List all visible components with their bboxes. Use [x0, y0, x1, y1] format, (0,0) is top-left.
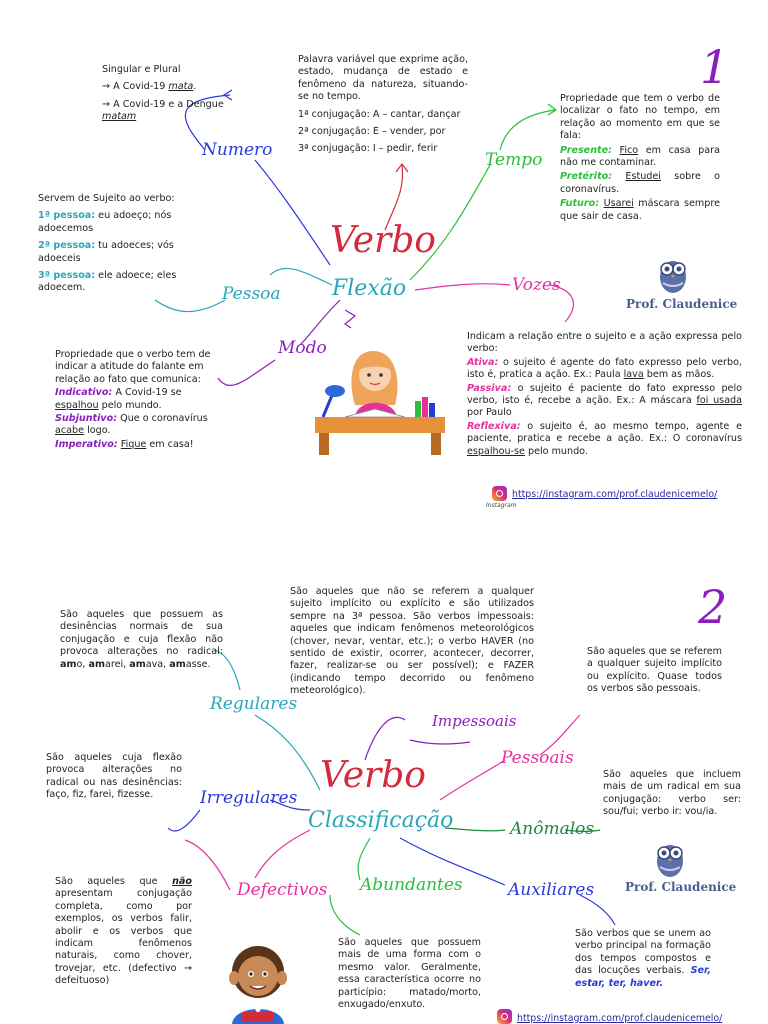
- instagram-icon[interactable]: [492, 486, 507, 501]
- title-verbo-1: Verbo: [330, 220, 436, 261]
- vozes-box: Indicam a relação entre o sujeito e a ação expressa pelo verbo: Ativa: o sujeito é agente do fato expresso pelo verbo, isto é, pratica a ação. Ex.: Paula lava bem as mãos. Passiva: o sujeito é paciente do fato expresso pelo verbo, isto é, recebe a ação. Ex.: A máscara foi usada por Paulo Reflexiva: o sujeito é, ao mesmo tempo, agente e paciente, pratica e recebe a ação. Ex.: O coronavírus espalhou-se pelo mundo.: [467, 331, 743, 457]
- subtitle-classificacao: Classificação: [308, 808, 454, 833]
- branch-impessoais: Impessoais: [432, 712, 517, 730]
- branch-pessoa: Pessoa: [222, 284, 281, 304]
- branch-defectivos: Defectivos: [237, 880, 328, 900]
- branch-auxiliares: Auxiliares: [508, 880, 595, 900]
- abundantes-box: São aqueles que possuem mais de uma forma com o mesmo valor. Geralmente, essa característica ocorre no particípio: matado/morto, enxugado/enxuto.: [338, 937, 481, 1011]
- instagram-icon-2[interactable]: [497, 1009, 512, 1024]
- impessoais-box: São aqueles que não se referem a qualquer sujeito implícito ou explícito e são utilizados sempre na 3ª pessoa. São verbos impessoais: aqueles que indicam fenômenos meteorológicos (chover, nevar, ventar, etc.); o verbo HAVER (no sentido de existir, ocorrer, acontecer, decorrer, fazer, realizar-se ou ser possível); e FAZER (indicando tempo decorrido ou fenômeno meteorológico).: [290, 586, 534, 697]
- student-boy-illustration: [222, 938, 297, 1024]
- branch-pessoais: Pessoais: [501, 748, 574, 768]
- tempo-box: Propriedade que tem o verbo de localizar o fato no tempo, em relação ao momento em que se fala: Presente: Fico em casa para não me contaminar. Pretérito: Estudei sobre o coronavírus. Futuro: Usarei máscara sempre que sair de casa.: [560, 93, 720, 222]
- title-verbo-2: Verbo: [320, 755, 426, 796]
- owl-logo-2: [652, 837, 688, 879]
- section-number-1: 1: [700, 40, 730, 94]
- anomalos-box: São aqueles que incluem mais de um radical em sua conjugação: verbo ser: sou/fui; verbo ir: vou/ia.: [603, 769, 741, 818]
- instagram-link-2[interactable]: https://instagram.com/prof.claudenicemelo/: [517, 1013, 723, 1024]
- branch-numero: Numero: [202, 140, 273, 160]
- branch-abundantes: Abundantes: [360, 875, 463, 895]
- branch-regulares: Regulares: [210, 694, 298, 714]
- instagram-link-1[interactable]: https://instagram.com/prof.claudenicemelo/: [512, 489, 718, 500]
- numero-box: Singular e Plural → A Covid-19 mata. → A Covid-19 e a Dengue matam: [102, 64, 227, 129]
- branch-anomalos: Anômalos: [510, 819, 595, 839]
- numero-heading: Singular e Plural: [102, 64, 181, 75]
- verb-definition: Palavra variável que exprime ação, estado, mudança de estado e fenômeno da natureza, situando-se no tempo. 1ª conjugação: A – cantar, dançar 2ª conjugação: E – vender, por 3ª conjugação: I – pedir, ferir: [298, 54, 468, 155]
- defectivos-box: São aqueles que não apresentam conjugação completa, como por exemplos, os verbos falir, abolir e os verbos que indicam fenômenos naturais, como chover, trovejar, etc. (defectivo → defeituoso): [55, 876, 192, 987]
- regulares-box: São aqueles que possuem as desinências normais de sua conjugação e cuja flexão não provoca alterações no radical: amo, amarei, amava, amasse.: [60, 609, 223, 670]
- branch-tempo: Tempo: [485, 150, 543, 170]
- branch-vozes: Vozes: [512, 275, 561, 295]
- pessoa-box: Servem de Sujeito ao verbo: 1ª pessoa: eu adoeço; nós adoecemos 2ª pessoa: tu adoeces; vós adoeceis 3ª pessoa: ele adoece; eles adoecem.: [38, 193, 177, 294]
- irregulares-box: São aqueles cuja flexão provoca alterações no radical ou nas desinências: faço, fiz, farei, fizesse.: [46, 752, 182, 801]
- owl-logo: [655, 253, 691, 295]
- modo-box: Propriedade que o verbo tem de indicar a atitude do falante em relação ao fato que comunica: Indicativo: A Covid-19 se espalhou pelo mundo. Subjuntivo: Que o coronavírus acabe logo. Imperativo: Fique em casa!: [55, 349, 211, 450]
- instagram-caption: Instagram: [486, 502, 517, 509]
- pessoais-box: São aqueles que se referem a qualquer sujeito implícito ou explícito. Quase todos os verbos são pessoais.: [587, 646, 722, 695]
- brand-name-1: Prof. Claudenice: [626, 297, 738, 311]
- auxiliares-box: São verbos que se unem ao verbo principal na formação dos tempos compostos e das locuções verbais. Ser, estar, ter, haver.: [575, 928, 711, 989]
- student-girl-illustration: [315, 343, 445, 455]
- branch-irregulares: Irregulares: [200, 788, 298, 808]
- subtitle-flexao: Flexão: [332, 276, 407, 301]
- section-number-2: 2: [698, 580, 728, 634]
- brand-name-2: Prof. Claudenice: [625, 880, 737, 894]
- branch-modo: Modo: [278, 338, 327, 358]
